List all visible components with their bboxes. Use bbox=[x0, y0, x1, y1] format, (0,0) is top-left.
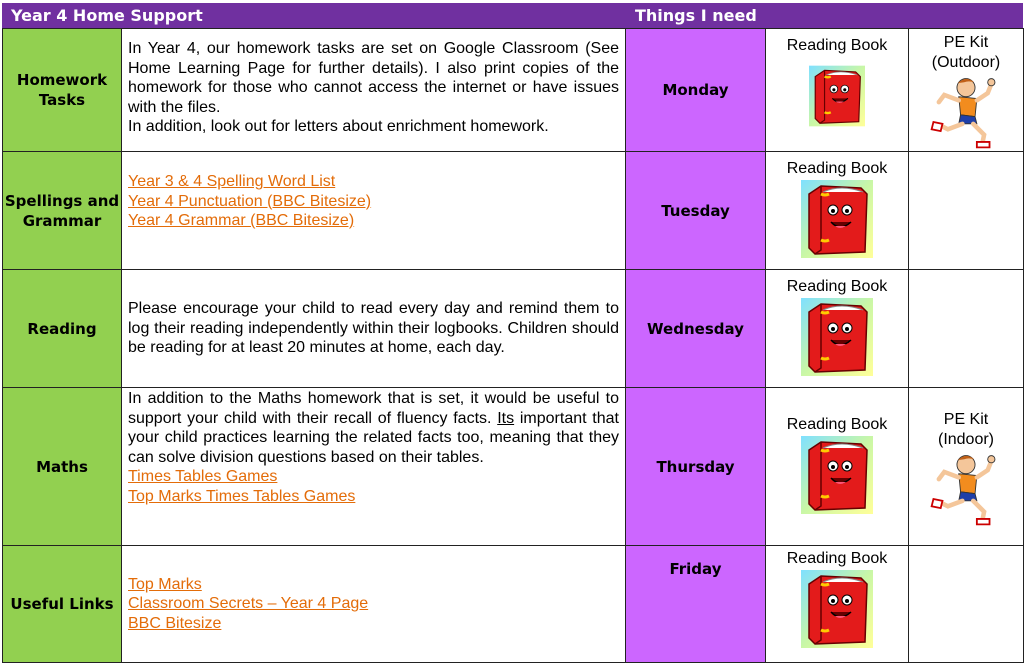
bbc-bitesize-link[interactable]: BBC Bitesize bbox=[128, 614, 222, 632]
punctuation-link[interactable]: Year 4 Punctuation (BBC Bitesize) bbox=[128, 192, 372, 210]
pe-kit-label: PE Kit (Indoor) bbox=[937, 411, 995, 448]
maths-paragraph-end: important that your child practices learning the related facts too, meaning that they can solve division questions based on their tables. bbox=[128, 409, 619, 466]
reading-book-label: Reading Book bbox=[786, 278, 888, 295]
table-row bbox=[3, 152, 1024, 270]
red-book-icon bbox=[801, 298, 873, 376]
reading-book-label: Reading Book bbox=[786, 416, 888, 433]
table-row bbox=[3, 546, 1024, 663]
maths-text bbox=[122, 388, 626, 546]
red-book-icon bbox=[801, 570, 873, 648]
day-tuesday: Tuesday bbox=[626, 152, 766, 270]
empty-cell bbox=[909, 152, 1024, 270]
classroom-secrets-link[interactable]: Classroom Secrets – Year 4 Page bbox=[128, 595, 369, 613]
homework-paragraph: In addition, look out for letters about enrichment homework. bbox=[128, 118, 549, 135]
red-book-icon bbox=[801, 180, 873, 258]
maths-paragraph: In addition to the Maths homework that is set, it would be useful to support your child with their recall of fluency facts. bbox=[128, 390, 619, 427]
row-label-reading: Reading bbox=[3, 270, 122, 388]
running-boy-icon bbox=[924, 452, 1008, 528]
reading-book-label: Reading Book bbox=[786, 37, 888, 54]
grammar-link[interactable]: Year 4 Grammar (BBC Bitesize) bbox=[128, 212, 355, 229]
tuesday-reading bbox=[766, 152, 909, 270]
homework-paragraph: In Year 4, our homework tasks are set on Google Classroom (See Home Learning Page for further details). I also print copies of the homework for those who cannot access the internet or have issues with the files. bbox=[128, 40, 619, 116]
wednesday-reading bbox=[766, 270, 909, 388]
spellings-links bbox=[122, 152, 626, 270]
row-label-useful-links: Useful Links bbox=[3, 546, 122, 663]
empty-cell bbox=[909, 270, 1024, 388]
day-monday: Monday bbox=[626, 29, 766, 152]
reading-text bbox=[122, 270, 626, 388]
home-support-table bbox=[2, 28, 1024, 663]
red-book-icon bbox=[809, 57, 865, 135]
times-tables-link[interactable]: Times Tables Games bbox=[128, 468, 278, 485]
maths-its-word: Its bbox=[497, 409, 515, 427]
things-i-need-title: Things I need bbox=[626, 3, 1023, 29]
reading-book-label: Reading Book bbox=[786, 550, 888, 567]
useful-links bbox=[122, 546, 626, 663]
running-boy-icon bbox=[924, 75, 1008, 151]
red-book-icon bbox=[801, 436, 873, 514]
top-marks-link[interactable]: Top Marks bbox=[128, 575, 202, 593]
top-marks-tables-link[interactable]: Top Marks Times Tables Games bbox=[128, 487, 356, 505]
table-row bbox=[3, 270, 1024, 388]
homework-text bbox=[122, 29, 626, 152]
day-thursday: Thursday bbox=[626, 388, 766, 546]
reading-book-label: Reading Book bbox=[786, 160, 888, 177]
support-title: Year 4 Home Support bbox=[2, 3, 626, 29]
friday-reading bbox=[766, 546, 909, 663]
table-row bbox=[3, 29, 1024, 152]
row-label-spellings: Spellings and Grammar bbox=[3, 152, 122, 270]
monday-pe bbox=[909, 29, 1024, 152]
pe-kit-label: PE Kit (Outdoor) bbox=[931, 34, 1001, 71]
thursday-pe bbox=[909, 388, 1024, 546]
day-wednesday: Wednesday bbox=[626, 270, 766, 388]
monday-reading bbox=[766, 29, 909, 152]
table-row bbox=[3, 388, 1024, 546]
spelling-list-link[interactable]: Year 3 & 4 Spelling Word List bbox=[128, 173, 336, 190]
row-label-homework: Homework Tasks bbox=[3, 29, 122, 152]
thursday-reading bbox=[766, 388, 909, 546]
empty-cell bbox=[909, 546, 1024, 663]
day-friday: Friday bbox=[626, 546, 766, 663]
row-label-maths: Maths bbox=[3, 388, 122, 546]
reading-paragraph: Please encourage your child to read every day and remind them to log their reading independently within their logbooks. Children should be reading for at least 20 minutes at home, each day. bbox=[128, 300, 619, 357]
